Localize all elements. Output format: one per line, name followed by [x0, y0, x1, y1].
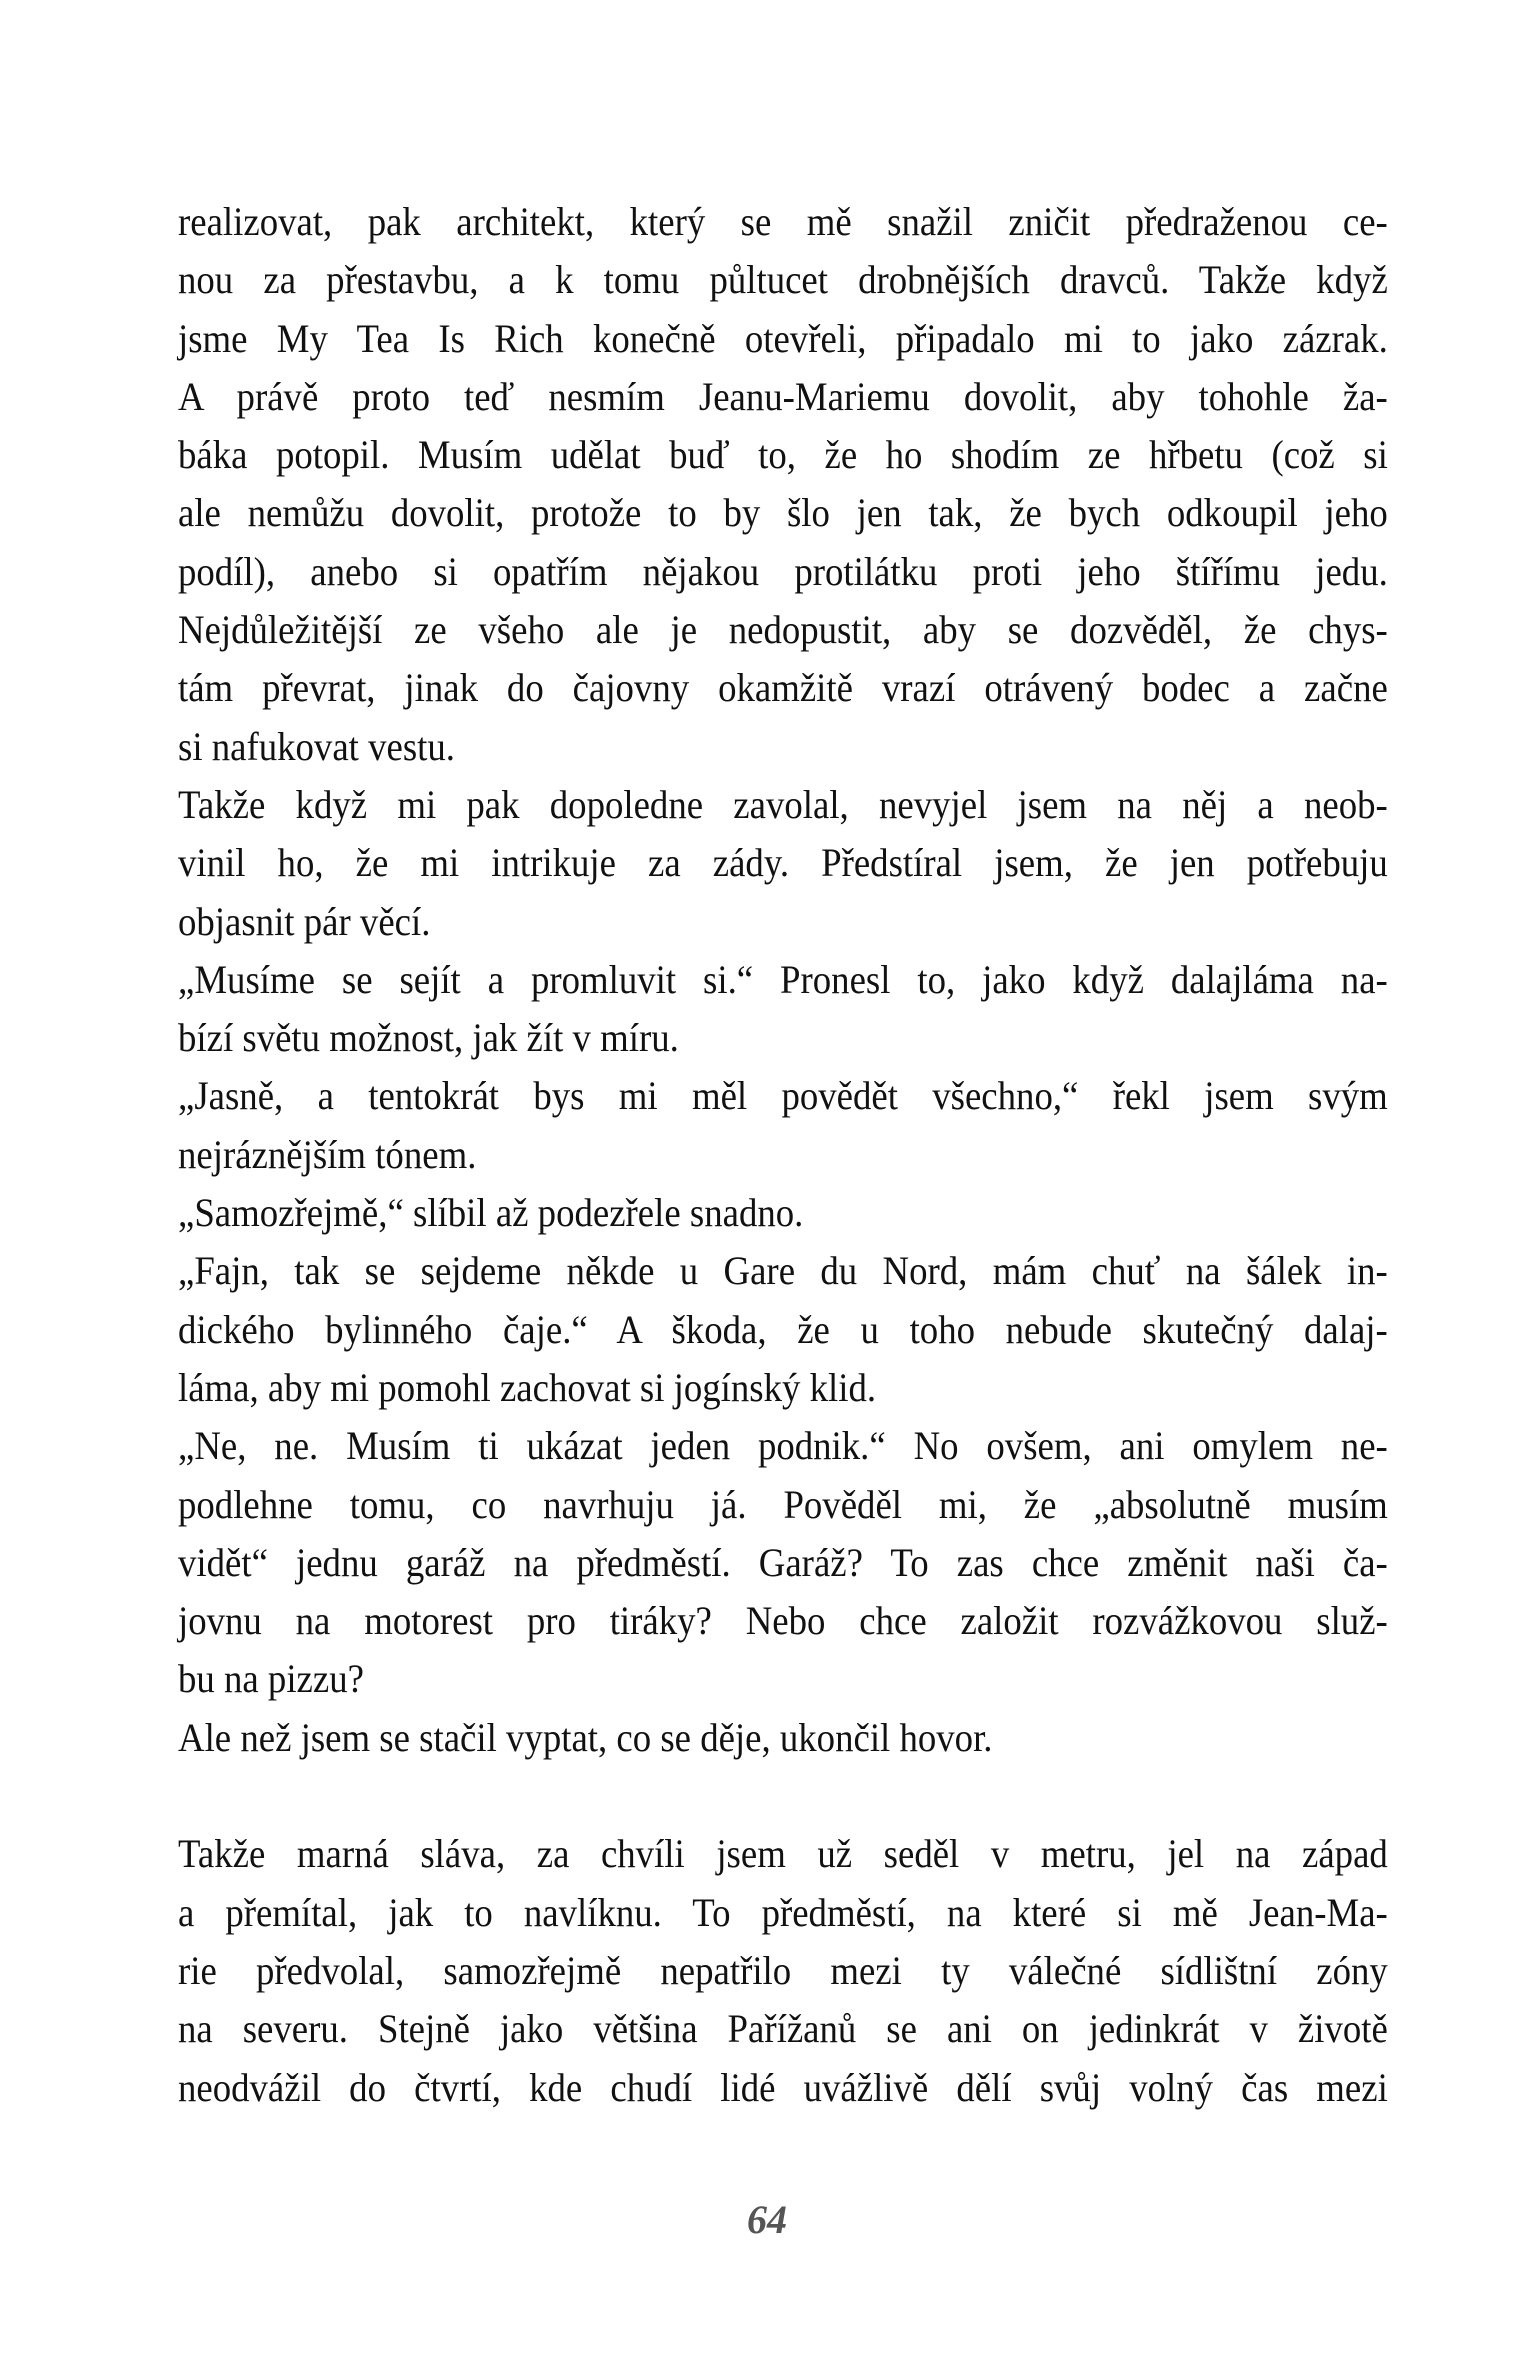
body-text	[178, 193, 1388, 2117]
text-line: rie předvolal, samozřejmě nepatřilo mezi ty válečné sídlištní zóny	[178, 1947, 1388, 1993]
text-line: báka potopil. Musím udělat buď to, že ho shodím ze hřbetu (což si	[178, 432, 1388, 478]
text-line: bu na pizzu?	[178, 1656, 364, 1702]
text-line: ale nemůžu dovolit, protože to by šlo jen tak, že bych odkoupil jeho	[178, 490, 1388, 536]
text-line: nejráznějším tónem.	[178, 1131, 477, 1177]
text-line: neodvážil do čtvrtí, kde chudí lidé uvážlivě dělí svůj volný čas mezi	[178, 2064, 1388, 2110]
text-line: realizovat, pak architekt, který se mě snažil zničit předraženou ce-	[178, 199, 1388, 244]
text-line: „Ne, ne. Musím ti ukázat jeden podnik.“ No ovšem, ani omylem ne-	[178, 1423, 1388, 1469]
text-line: dického bylinného čaje.“ A škoda, že u toho nebude skutečný dalaj-	[178, 1306, 1388, 1352]
paragraph-gap	[178, 1767, 1388, 1825]
text-line: si nafukovat vestu.	[178, 723, 455, 769]
text-line: Ale než jsem se stačil vyptat, co se děje, ukončil hovor.	[178, 1714, 993, 1760]
text-line: podlehne tomu, co navrhuju já. Pověděl mi, že „absolutně musím	[178, 1481, 1388, 1527]
text-line: vidět“ jednu garáž na předměstí. Garáž? To zas chce změnit naši ča-	[178, 1539, 1388, 1585]
text-line: nou za přestavbu, a k tomu půltucet drobnějších dravců. Takže když	[178, 257, 1388, 303]
text-line: „Fajn, tak se sejdeme někde u Gare du Nord, mám chuť na šálek in-	[178, 1248, 1388, 1294]
text-line: vinil ho, že mi intrikuje za zády. Předstíral jsem, že jen potřebuju	[178, 840, 1388, 886]
text-line: a přemítal, jak to navlíknu. To předměstí, na které si mě Jean-Ma-	[178, 1889, 1388, 1935]
text-line: na severu. Stejně jako většina Pařížanů se ani on jedinkrát v životě	[178, 2006, 1388, 2052]
text-line: Takže když mi pak dopoledne zavolal, nevyjel jsem na něj a neob-	[178, 781, 1388, 827]
text-line: objasnit pár věcí.	[178, 898, 431, 944]
text-line: bízí světu možnost, jak žít v míru.	[178, 1015, 679, 1061]
text-line: „Jasně, a tentokrát bys mi měl povědět všechno,“ řekl jsem svým	[178, 1073, 1388, 1119]
text-line: podíl), anebo si opatřím nějakou protilátku proti jeho štířímu jedu.	[178, 548, 1388, 594]
text-line: Nejdůležitější ze všeho ale je nedopustit, aby se dozvěděl, že chys-	[178, 607, 1388, 653]
text-line: „Musíme se sejít a promluvit si.“ Pronesl to, jako když dalajláma na-	[178, 956, 1388, 1002]
text-line: Takže marná sláva, za chvíli jsem už seděl v metru, jel na západ	[178, 1831, 1388, 1877]
page-number: 64	[747, 2197, 787, 2242]
text-line: „Samozřejmě,“ slíbil až podezřele snadno.	[178, 1190, 804, 1236]
text-line: tám převrat, jinak do čajovny okamžitě vrazí otrávený bodec a začne	[178, 665, 1388, 711]
text-line: jsme My Tea Is Rich konečně otevřeli, připadalo mi to jako zázrak.	[178, 315, 1388, 361]
text-line: jovnu na motorest pro tiráky? Nebo chce založit rozvážkovou služ-	[178, 1598, 1388, 1644]
text-line: A právě proto teď nesmím Jeanu-Mariemu dovolit, aby tohohle ža-	[178, 373, 1388, 419]
text-line: láma, aby mi pomohl zachovat si jogínský klid.	[178, 1364, 877, 1410]
